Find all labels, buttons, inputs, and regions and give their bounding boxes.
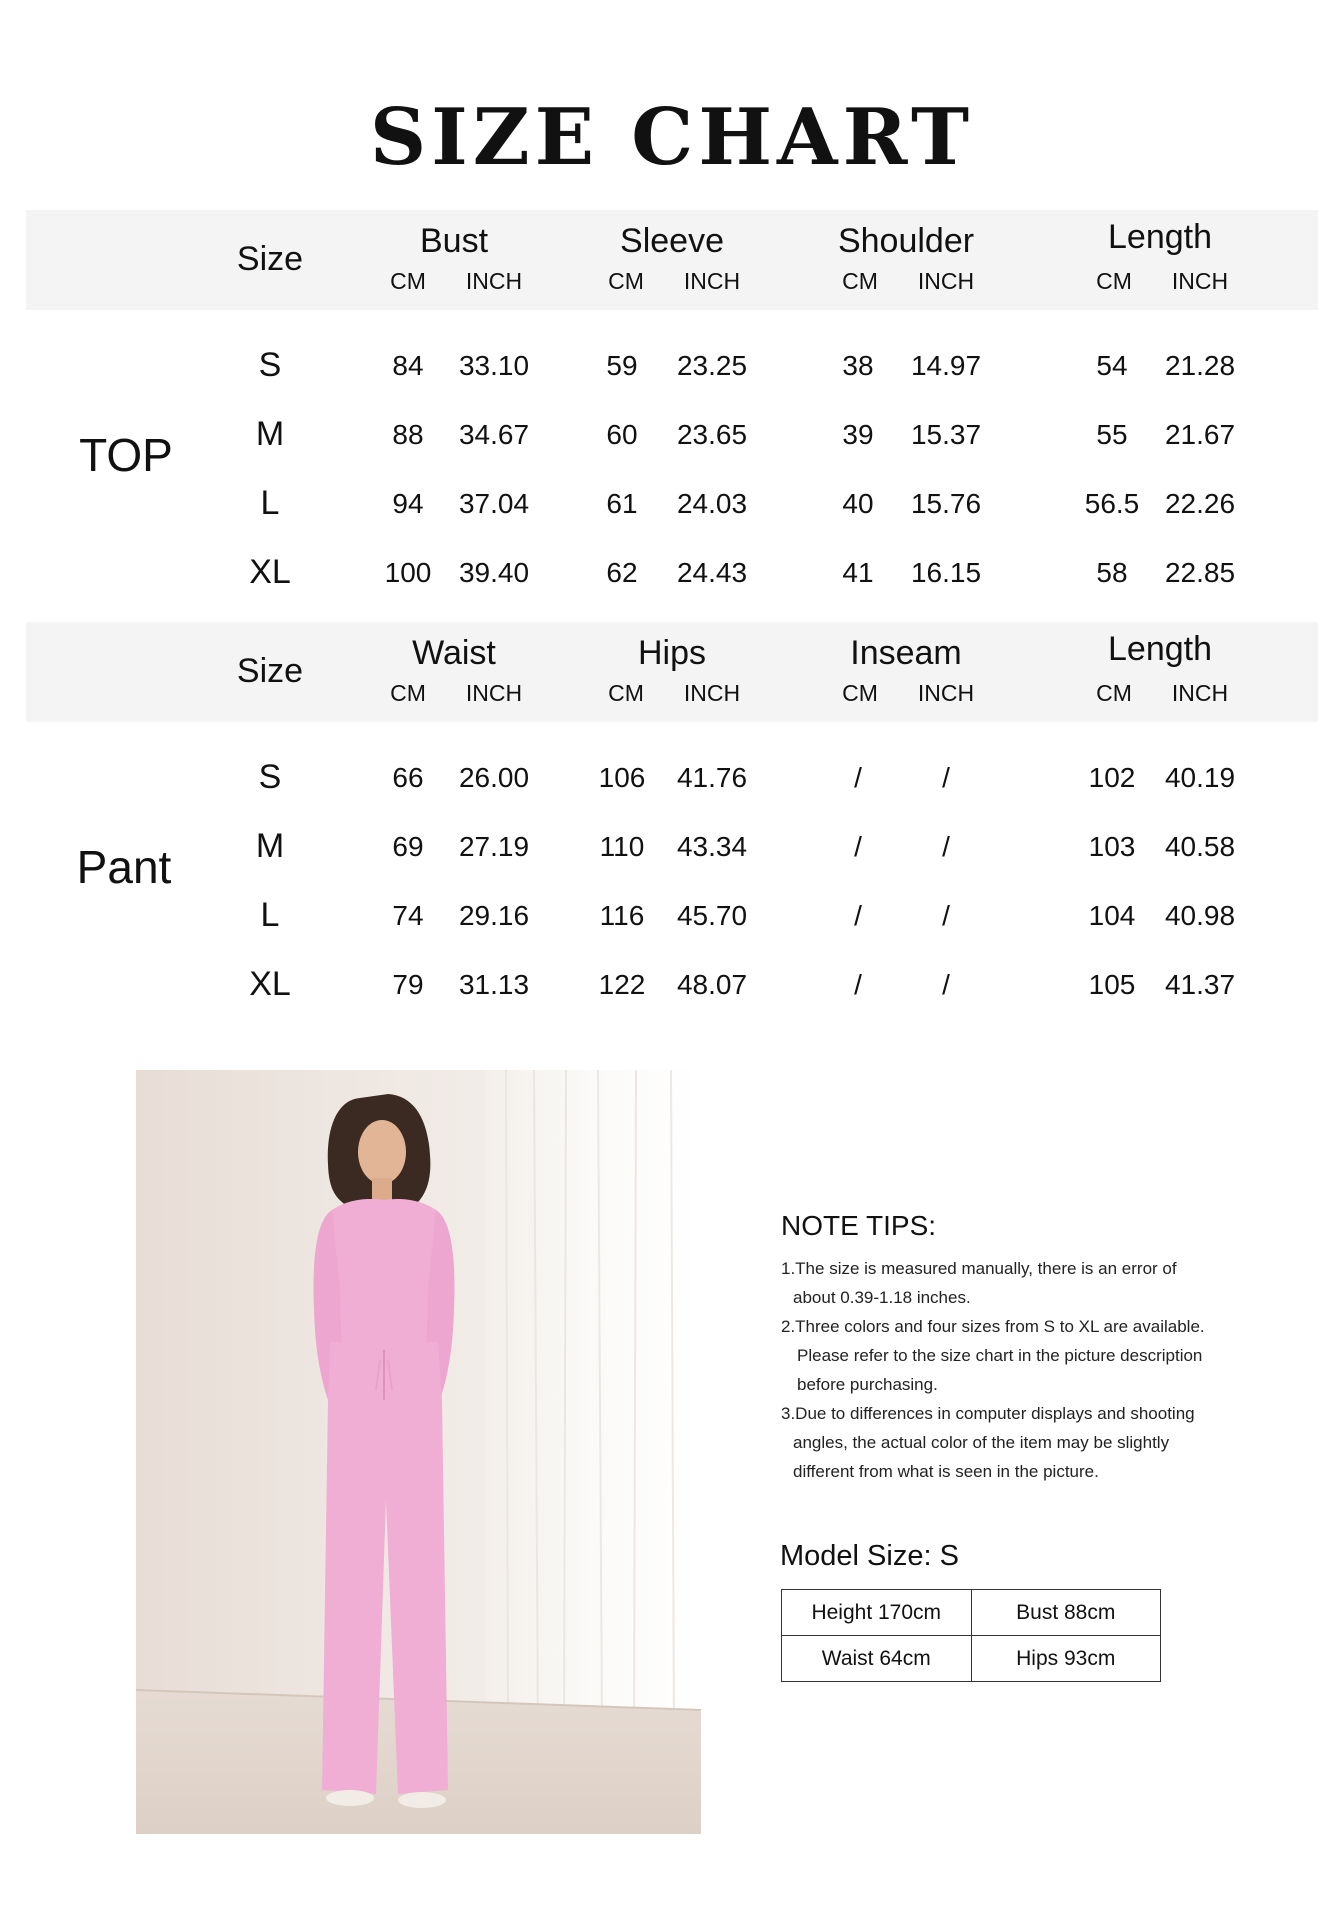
top-unit-inch: INCH (917, 268, 975, 294)
table-cell: 41.37 (1164, 969, 1236, 1000)
table-cell: 103 (1088, 831, 1136, 862)
table-cell: 100 (384, 557, 432, 588)
table-cell: 37.04 (458, 488, 530, 519)
note-line: Please refer to the size chart in the picture description (797, 1346, 1203, 1365)
table-cell: 40.98 (1164, 900, 1236, 931)
top-unit-inch: INCH (465, 268, 523, 294)
table-cell: 62 (606, 557, 638, 588)
top-unit-cm: CM (1096, 268, 1132, 294)
table-cell: / (854, 762, 862, 793)
table-cell: 102 (1088, 762, 1136, 793)
table-cell: 54 (1096, 350, 1128, 381)
note-line: 1.The size is measured manually, there is an error of (781, 1259, 1177, 1278)
table-cell: 21.28 (1164, 350, 1236, 381)
note-line: before purchasing. (797, 1375, 938, 1394)
top-unit-cm: CM (390, 268, 426, 294)
pant-unit-cm: CM (842, 680, 878, 706)
pant-unit-inch: INCH (1171, 680, 1229, 706)
table-cell: 84 (392, 350, 424, 381)
table-cell: 24.03 (676, 488, 748, 519)
table-cell: 58 (1096, 557, 1128, 588)
top-unit-inch: INCH (1171, 268, 1229, 294)
pant-group-length: Length (1108, 630, 1212, 668)
table-cell: 16.15 (910, 557, 982, 588)
table-cell: 23.25 (676, 350, 748, 381)
table-cell: 22.85 (1164, 557, 1236, 588)
table-cell: 106 (598, 762, 646, 793)
model-bust: Bust 88cm (971, 1590, 1161, 1636)
pant-size-header: Size (236, 652, 304, 690)
pant-group-waist: Waist (412, 634, 496, 672)
table-cell: 33.10 (458, 350, 530, 381)
model-hips: Hips 93cm (971, 1636, 1161, 1682)
pant-unit-cm: CM (1096, 680, 1132, 706)
top-unit-cm: CM (842, 268, 878, 294)
table-cell: 105 (1088, 969, 1136, 1000)
pant-size-l: L (260, 896, 280, 934)
model-height: Height 170cm (782, 1590, 972, 1636)
table-cell: 23.65 (676, 419, 748, 450)
table-cell: / (854, 831, 862, 862)
table-cell: 34.67 (458, 419, 530, 450)
table-cell: 41 (842, 557, 874, 588)
table-cell: 43.34 (676, 831, 748, 862)
table-cell: 55 (1096, 419, 1128, 450)
table-cell: 15.76 (910, 488, 982, 519)
table-cell: 88 (392, 419, 424, 450)
note-tips-title: NOTE TIPS: (781, 1210, 937, 1241)
pant-size-table (26, 622, 1318, 1012)
top-size-header: Size (236, 240, 304, 278)
top-unit-inch: INCH (683, 268, 741, 294)
table-cell: 122 (598, 969, 646, 1000)
top-unit-cm: CM (608, 268, 644, 294)
note-line: angles, the actual color of the item may be slightly (793, 1433, 1170, 1452)
table-cell: 45.70 (676, 900, 748, 931)
model-waist: Waist 64cm (782, 1636, 972, 1682)
table-cell: 116 (599, 900, 645, 931)
table-cell: 21.67 (1164, 419, 1236, 450)
table-cell: 48.07 (676, 969, 748, 1000)
note-tips-list (781, 1254, 1221, 1486)
top-group-sleeve: Sleeve (620, 222, 724, 260)
table-cell: 39 (842, 419, 874, 450)
note-line: about 0.39-1.18 inches. (793, 1288, 971, 1307)
model-photo (136, 1070, 701, 1834)
pant-group-hips: Hips (637, 634, 707, 672)
table-cell: 104 (1088, 900, 1136, 931)
table-cell: 26.00 (458, 762, 530, 793)
pant-unit-cm: CM (390, 680, 426, 706)
top-size-l: L (260, 484, 280, 522)
pant-unit-inch: INCH (465, 680, 523, 706)
table-cell: 69 (392, 831, 424, 862)
pant-unit-inch: INCH (683, 680, 741, 706)
table-cell: / (854, 900, 862, 931)
top-size-s: S (258, 346, 282, 384)
table-cell: 56.5 (1084, 488, 1140, 519)
top-group-bust: Bust (419, 222, 489, 260)
model-size-table (781, 1589, 1161, 1682)
table-cell: 39.40 (458, 557, 530, 588)
table-cell: 22.26 (1164, 488, 1236, 519)
pant-size-xl: XL (249, 965, 291, 1003)
pant-unit-inch: INCH (917, 680, 975, 706)
table-cell: 40 (842, 488, 874, 519)
table-cell: / (942, 900, 950, 931)
top-row-label: TOP (79, 429, 173, 481)
table-cell: 14.97 (910, 350, 982, 381)
pant-row-label: Pant (76, 841, 172, 893)
top-size-m: M (255, 415, 285, 453)
table-cell: 24.43 (676, 557, 748, 588)
table-cell: 38 (842, 350, 874, 381)
table-cell: 110 (599, 831, 645, 862)
pant-unit-cm: CM (608, 680, 644, 706)
table-cell: 61 (606, 488, 638, 519)
table-cell: 66 (392, 762, 424, 793)
pant-size-m: M (255, 827, 285, 865)
top-group-length: Length (1108, 218, 1212, 256)
table-cell: 74 (392, 900, 424, 931)
top-group-shoulder: Shoulder (837, 222, 975, 260)
top-size-xl: XL (249, 553, 291, 591)
table-cell: 60 (606, 419, 638, 450)
table-cell: 41.76 (676, 762, 748, 793)
note-line: different from what is seen in the picture. (793, 1462, 1099, 1481)
pant-group-inseam: Inseam (850, 634, 962, 672)
table-cell: 29.16 (458, 900, 530, 931)
top-size-table (26, 210, 1318, 600)
table-cell: / (854, 969, 862, 1000)
table-cell: 79 (392, 969, 424, 1000)
table-cell: 59 (606, 350, 638, 381)
table-cell: 27.19 (458, 831, 530, 862)
table-cell: / (942, 831, 950, 862)
note-line: 2.Three colors and four sizes from S to XL are available. (781, 1317, 1205, 1336)
table-cell: 94 (392, 488, 424, 519)
pant-size-s: S (258, 758, 282, 796)
table-cell: 15.37 (910, 419, 982, 450)
table-cell: 40.19 (1164, 762, 1236, 793)
note-line: 3.Due to differences in computer displays and shooting (781, 1404, 1195, 1423)
table-cell: / (942, 969, 950, 1000)
model-size-title: Model Size: S (780, 1540, 959, 1572)
table-cell: / (942, 762, 950, 793)
table-cell: 31.13 (458, 969, 530, 1000)
page-title: SIZE CHART (369, 92, 975, 183)
table-cell: 40.58 (1164, 831, 1236, 862)
